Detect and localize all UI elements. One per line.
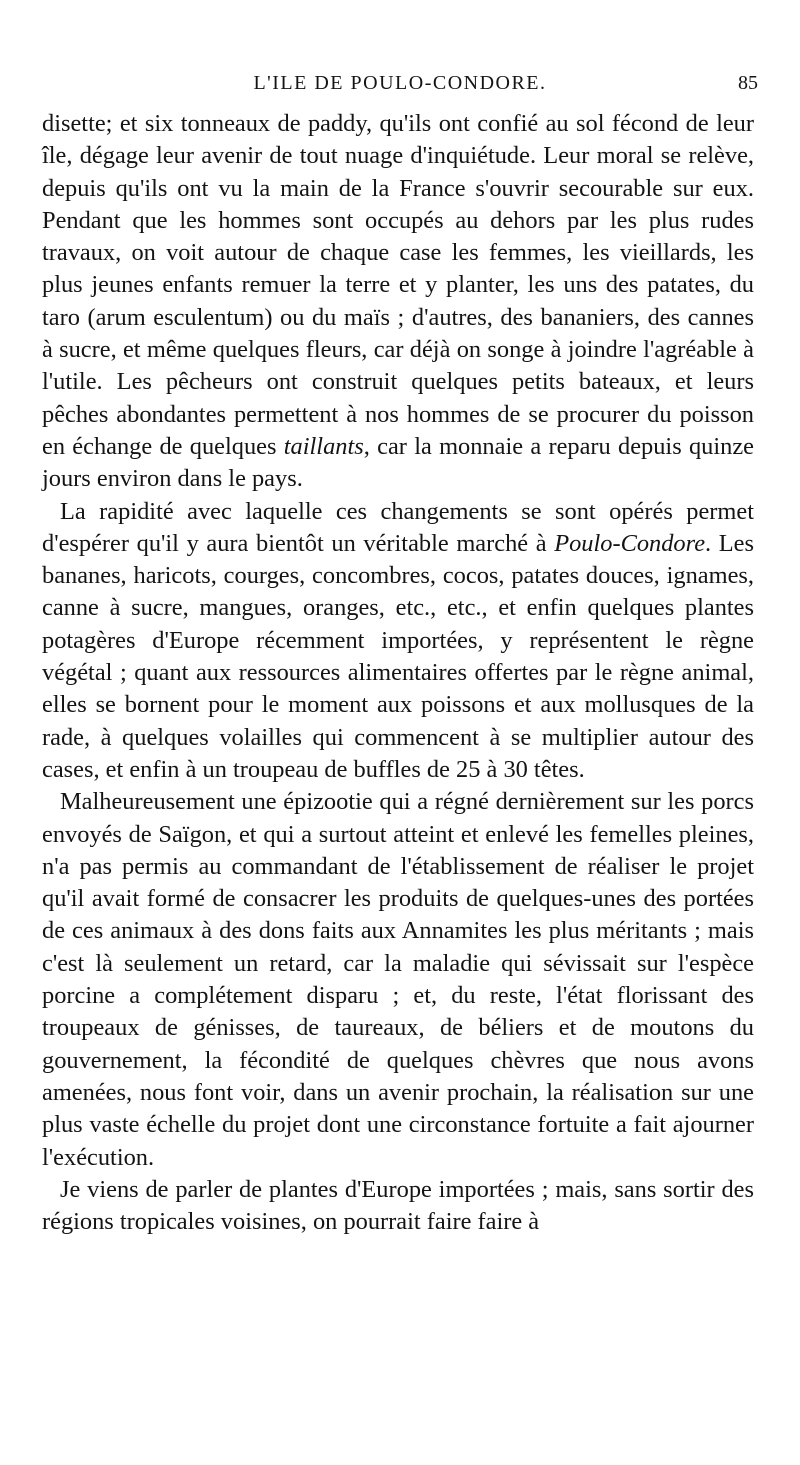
page-header [0, 66, 800, 102]
paragraph-text: Malheureusement une épizootie qui a régné dernièrement sur les porcs envoyés de Saïgon, et qui a surtout atteint et enlevé les femelles pleines, n'a pas permis au commandant de l'établissement de réaliser le projet qu'il avait formé de consacrer les produits de quelques-unes des portées de ces animaux à des dons faits aux Annamites les plus méritants ; mais c'est là seulement un retard, car la maladie qui sévissait sur l'espèce porcine a complétement disparu ; et, du reste, l'état florissant des troupeaux de génisses, de taureaux, de béliers et de moutons du gouvernement, la fécondité de quelques chèvres que nous avons amenées, nous font voir, dans un avenir prochain, la réalisation sur une plus vaste échelle du projet dont une circonstance fortuite a fait ajourner l'exécution. [42, 788, 754, 1171]
body-text [42, 108, 754, 1238]
paragraph-3 [42, 786, 754, 1174]
paragraph-4 [42, 1174, 754, 1239]
paragraph-text: La rapidité avec laquelle ces changements se sont opérés permet d'espérer qu'il y aura bientôt un véritable marché à [42, 497, 754, 557]
paragraph-text: Je viens de parler de plantes d'Europe importées ; mais, sans sortir des régions tropicales voisines, on pourrait faire faire à [42, 1175, 754, 1236]
paragraph-1 [42, 108, 754, 496]
paragraph-text: , car la monnaie a reparu depuis quinze jours environ dans le pays. [42, 432, 755, 493]
paragraph-2 [42, 496, 754, 787]
paragraph-text: . Les bananes, haricots, courges, concombres, cocos, patates douces, ignames, canne à sucre, mangues, oranges, etc., etc., et enfin quelques plantes potagères d'Europe récemment importées, y représentent le règne végétal ; quant aux ressources alimentaires offertes par le règne animal, elles se bornent pour le moment aux poissons et aux mollusques de la rade, à quelques volailles qui commencent à se multiplier autour des cases, et enfin à un troupeau de buffles de 25 à 30 têtes. [42, 529, 754, 783]
paragraph-text: disette; et six tonneaux de paddy, qu'ils ont confié au sol fécond de leur île, dégage leur avenir de tout nuage d'inquiétude. Leur moral se relève, depuis qu'ils ont vu la main de la France s'ouvrir secourable sur eux. Pendant que les hommes sont occupés au dehors par les plus rudes travaux, on voit autour de chaque case les femmes, les vieillards, les plus jeunes enfants remuer la terre et y planter, les uns des patates, du taro (arum esculentum) ou du maïs ; d'autres, des bananiers, des cannes à sucre, et même quelques fleurs, car déjà on songe à joindre l'agréable à l'utile. Les pêcheurs ont construit quelques petits bateaux, et leurs pêches abondantes permettent à nos hommes de se procurer du poisson en échange de quelques [42, 110, 754, 460]
italic-term: taillants [283, 432, 364, 460]
running-title: L'ILE DE POULO-CONDORE. [253, 72, 547, 94]
italic-place-name: Poulo-Condore [554, 529, 706, 557]
page-number: 85 [738, 72, 758, 94]
